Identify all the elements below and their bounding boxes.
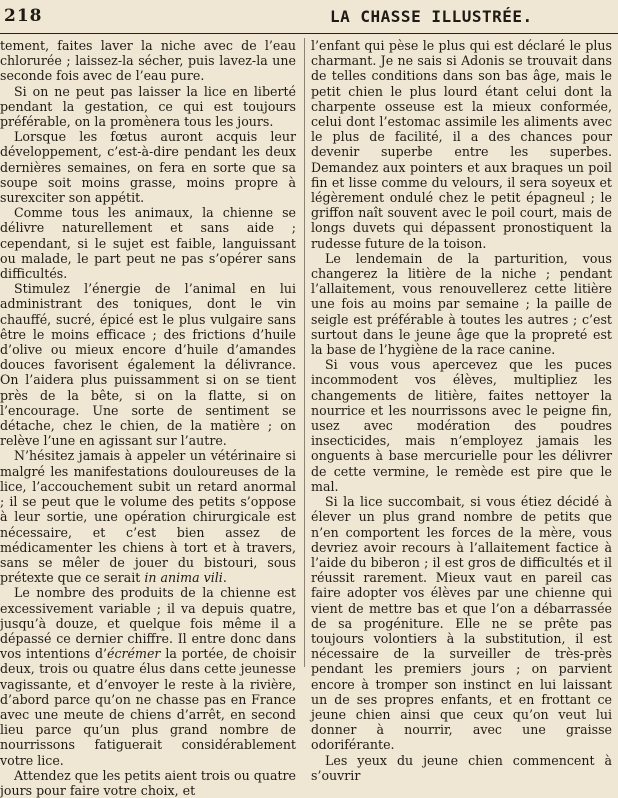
header-rule xyxy=(0,33,618,34)
paragraph-text: Le nombre des produits de la chienne est excessivement variable ; il va depuis quatre, jusqu’à douze, et quelque fois même il a dépassé ce dernier chiffre. Il entre donc dans vos intentions d’ xyxy=(0,585,296,662)
paragraph: Si la lice succombait, si vous étiez décidé à élever un plus grand nombre de petits que n’en comportent les forces de la mère, vous devriez avoir recours à l’allaitement factice à l’aide du biberon ; il est gros de difficultés et il réussit rarement. Mieux vaut en pareil cas faire adopter vos élèves par une chienne qui vient de mettre bas et que l’on a débarrassée de sa progéniture. Elle ne se prête pas toujours volontiers à la substitution, il est nécessaire de la surveiller de très-près pendant les premiers jours ; on parvient encore à tromper son instinct en lui laissant un de ses propres enfants, et en frottant ce jeune chien ainsi que ceux qu’on veut lui donner à nourrir, avec une graisse odoriférante. xyxy=(311,494,612,753)
paragraph: Si on ne peut pas laisser la lice en liberté pendant la gestation, ce qui est toujours préférable, on la promènera tous les jours. xyxy=(0,83,296,130)
paragraph: Les yeux du jeune chien commencent à s’ouvrir xyxy=(311,752,612,783)
page-header xyxy=(0,6,618,32)
paragraph-text: N’hésitez jamais à appeler un vétérinaire si malgré les manifestations douloureuses de la lice, l’accouchement subit un retard anormal ; il se peut que le volume des petits s’oppose à leur sortie, une opération chirurgicale est nécessaire, et c’est bien assez de médicamenter les chiens à tort et à travers, sans se mêler de jouer du bistouri, sous prétexte que ce serait xyxy=(0,448,296,586)
paragraph xyxy=(0,585,296,767)
italic-word: écrémer xyxy=(107,646,161,662)
paragraph xyxy=(0,448,296,585)
column-divider xyxy=(304,38,305,667)
paragraph-text: . xyxy=(222,570,227,586)
paragraph: Stimulez l’énergie de l’animal en lui administrant des toniques, dont le vin chauffé, sucré, épicé est le plus vulgaire sans être le moins efficace ; des frictions d’huile d’olive ou mieux encore d’huile d’amandes douces favorisent également la délivrance. On l’aidera plus puissamment si on se tient près de la bête, si on la flatte, si on l’encourage. Une sorte de sentiment se détache, chez le chien, de la matière ; on relève l’une en agissant sur l’autre. xyxy=(0,281,296,449)
paragraph: Lorsque les fœtus auront acquis leur développement, c’est-à-dire pendant les deux dernières semaines, on fera en sorte que sa soupe soit moins grasse, moins propre à surexciter son appétit. xyxy=(0,129,296,206)
paragraph: l’enfant qui pèse le plus qui est déclaré le plus charmant. Je ne sais si Adonis se trouvait dans de telles conditions dans son bas âge, mais le petit chien le plus lourd étant celui dont la charpente osseuse est la mieux conformée, celui dont l’estomac assimile les aliments avec le plus de facilité, il a des chances pour devenir superbe entre les superbes. Demandez aux pointers et aux braques un poil fin et lisse comme du velours, il sera soyeux et légèrement ondulé chez le petit épagneul ; le griffon naît souvent avec le poil court, mais de longs duvets qui dépassent pronostiquent la rudesse future de la toison. xyxy=(311,38,612,251)
italic-phrase: in anima vili xyxy=(144,570,223,586)
paragraph: Comme tous les animaux, la chienne se délivre naturellement et sans aide ; cependant, si le sujet est faible, languissant ou malade, le part peut ne pas s’opérer sans difficultés. xyxy=(0,205,296,282)
left-column xyxy=(0,38,296,798)
paragraph: Le lendemain de la parturition, vous changerez la litière de la niche ; pendant l’allaitement, vous renouvellerez cette litière une fois au moins par semaine ; la paille de seigle est préférable à toutes les autres ; c’est surtout dans le jeune âge que la propreté est la base de l’hygiène de la race canine. xyxy=(311,250,612,358)
paragraph: tement, faites laver la niche avec de l’eau chlorurée ; laissez-la sécher, puis lavez-la une seconde fois avec de l’eau pure. xyxy=(0,38,296,84)
right-column xyxy=(311,38,612,783)
paragraph-text: la portée, de choisir deux, trois ou quatre élus dans cette jeunesse vagissante, et d’envoyer le reste à la rivière, d’abord parce qu’on ne chasse pas en France avec une meute de chiens d’arrêt, en second lieu parce qu’un plus grand nombre de nourrissons fatiguerait considérablement votre lice. xyxy=(0,646,296,768)
paragraph: Attendez que les petits aient trois ou quatre jours pour faire votre choix, et xyxy=(0,767,296,798)
page-number: 218 xyxy=(4,6,43,26)
journal-title: LA CHASSE ILLUSTRÉE. xyxy=(330,7,533,26)
paragraph: Si vous vous apercevez que les puces incommodent vos élèves, multipliez les changements de litière, faites nettoyer la nourrice et les nourrissons avec le peigne fin, usez avec modération des poudres insecticides, mais n’employez jamais les onguents à base mercurielle pour les délivrer de cette vermine, le remède est pire que le mal. xyxy=(311,357,612,494)
